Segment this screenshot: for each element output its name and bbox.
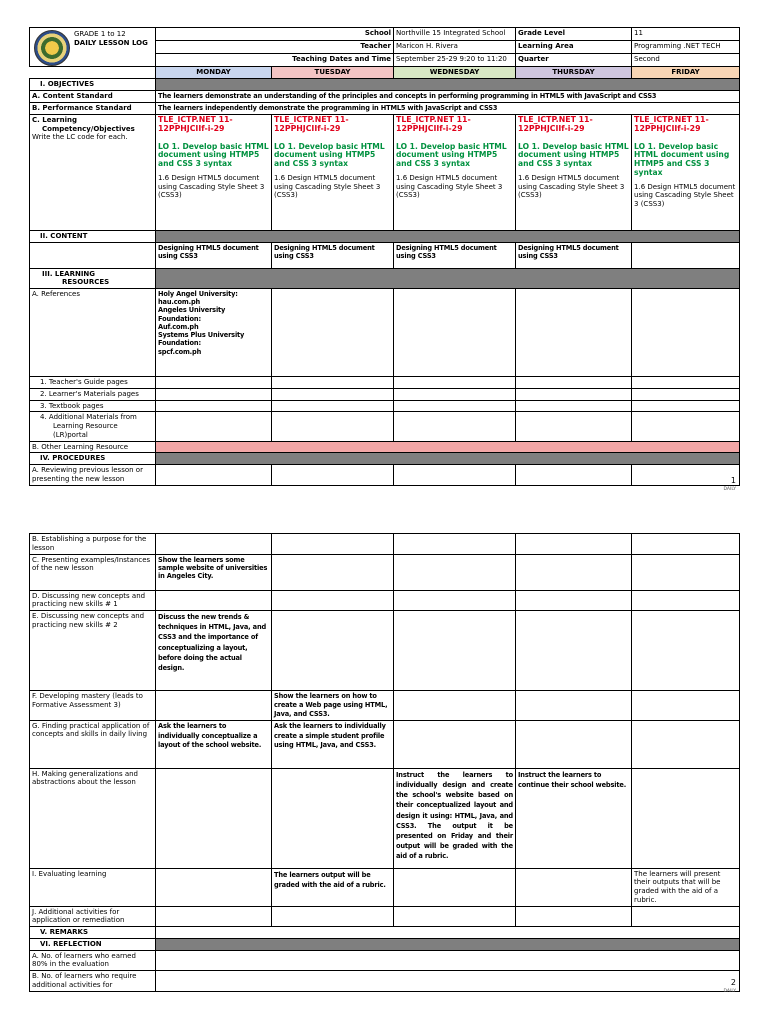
resources-title-2: RESOURCES: [62, 278, 110, 287]
content-title: II. CONTENT: [30, 230, 156, 242]
procedure-c-monday: Show the learners some sample website of universities in Angeles City.: [156, 554, 272, 590]
teacher-value: Maricon H. Rivera: [394, 41, 516, 54]
grade-range: GRADE 1 to 12: [74, 30, 126, 38]
remarks-cell: [156, 927, 740, 939]
header-logo-cell: [30, 28, 156, 67]
procedure-h-wednesday: Instruct the learners to individually design and create the school's website based on their conceptualized layout and design it using: HTML, Java, and CSS3. The output it be presented on Friday and their output will be graded with the aid of a rubric.: [394, 768, 516, 868]
reflection-b-label: B. No. of learners who require additional activities for: [30, 971, 156, 992]
log-title: DAILY LESSON LOG: [74, 38, 148, 47]
procedure-b-label: B. Establishing a purpose for the lesson: [30, 534, 156, 555]
objectives-title: I. OBJECTIVES: [30, 78, 156, 90]
dates-value: September 25-29 9:20 to 11:20: [394, 54, 516, 67]
design-text: 1.6 Design HTML5 document using Cascading Style Sheet 3 (CSS3): [634, 182, 736, 209]
page-number-2: 2 DAILY: [723, 978, 736, 994]
procedure-i-label: I. Evaluating learning: [30, 868, 156, 906]
procedure-g-tuesday: Ask the learners to individually create a simple student profile using HTML, Java, and CSS3.: [272, 720, 394, 768]
additional-materials-cell: 4. Additional Materials from Learning Resource (LR)portal: [30, 412, 156, 441]
objectives-bar: [156, 78, 740, 90]
content-topic-wednesday: Designing HTML5 document using CSS3: [394, 242, 516, 268]
competency-monday: [156, 114, 272, 230]
learning-area-label: Learning Area: [516, 41, 632, 54]
teachers-guide-label: 1. Teacher's Guide pages: [30, 377, 156, 389]
resources-title-1: III. LEARNING: [42, 269, 96, 278]
competency-tuesday: [272, 114, 394, 230]
lo-text: LO 1. Develop basic HTML document using HTMP5 and CSS 3 syntax: [158, 141, 269, 169]
lc-code: TLE_ICTP.NET 11-12PPHJCIIf-i-29: [518, 114, 593, 133]
design-text: 1.6 Design HTML5 document using Cascading Style Sheet 3 (CSS3): [396, 173, 503, 200]
performance-standard-label: B. Performance Standard: [30, 102, 156, 114]
procedure-d-label: D. Discussing new concepts and practicing new skills # 1: [30, 590, 156, 611]
school-label: School: [156, 28, 394, 41]
procedure-a-label: A. Reviewing previous lesson or presenting the new lesson: [30, 465, 156, 486]
dll-table-page-2: [29, 533, 740, 992]
lc-code: TLE_ICTP.NET 11-12PPHJCIIf-i-29: [158, 114, 233, 133]
day-header-tuesday: TUESDAY: [272, 67, 394, 79]
school-value: Northville 15 Integrated School: [394, 28, 516, 41]
procedure-h-label: H. Making generalizations and abstractions about the lesson: [30, 768, 156, 868]
content-topic-thursday: Designing HTML5 document using CSS3: [516, 242, 632, 268]
dates-label: Teaching Dates and Time: [156, 54, 394, 67]
procedure-i-tuesday: The learners output will be graded with the aid of a rubric.: [272, 868, 394, 906]
content-standard-label: A. Content Standard: [30, 90, 156, 102]
procedure-f-label: F. Developing mastery (leads to Formative Assessment 3): [30, 691, 156, 721]
reflection-bar: [156, 938, 740, 950]
lo-text: LO 1. Develop basic HTML document using HTMP5 and CSS 3 syntax: [396, 141, 507, 169]
procedure-i-friday: The learners will present their outputs that will be graded with the aid of a rubric.: [632, 868, 740, 906]
other-resource-label: B. Other Learning Resource: [30, 441, 156, 453]
lo-text: LO 1. Develop basic HTML document using HTMP5 and CSS 3 syntax: [518, 141, 629, 169]
competency-label-2: Competency/Objectives: [42, 124, 135, 133]
dll-page-2: [29, 533, 739, 992]
performance-standard-value: The learners independently demonstrate the programming in HTML5 with JavaScript and CSS3: [156, 102, 740, 114]
textbook-label: 3. Textbook pages: [30, 400, 156, 412]
competency-thursday: [516, 114, 632, 230]
procedures-bar: [156, 453, 740, 465]
procedure-h-thursday: Instruct the learners to continue their school website.: [516, 768, 632, 868]
procedure-g-monday: Ask the learners to individually conceptualize a layout of the school website.: [156, 720, 272, 768]
day-header-wednesday: WEDNESDAY: [394, 67, 516, 79]
quarter-label: Quarter: [516, 54, 632, 67]
grade-level-value: 11: [632, 28, 740, 41]
procedure-e-monday: Discuss the new trends & techniques in HTML, Java, and CSS3 and the importance of conceptualizing a layout, before doing the actual design.: [156, 611, 272, 691]
procedures-title: IV. PROCEDURES: [30, 453, 156, 465]
page-number-1: 1 DAILY: [723, 476, 736, 492]
content-topic-monday: Designing HTML5 document using CSS3: [156, 242, 272, 268]
procedure-j-label: J. Additional activities for application or remediation: [30, 906, 156, 927]
quarter-value: Second: [632, 54, 740, 67]
procedure-f-tuesday: Show the learners on how to create a Web page using HTML, Java, and CSS3.: [272, 691, 394, 721]
content-standard-value: The learners demonstrate an understanding of the principles and concepts in performing programming in HTML5 with JavaScript and CSS3: [156, 90, 740, 102]
resources-bar: [156, 268, 740, 289]
design-text: 1.6 Design HTML5 document using Cascading Style Sheet 3 (CSS3): [518, 173, 625, 200]
reflection-a-label: A. No. of learners who earned 80% in the evaluation: [30, 950, 156, 971]
competency-label-1: C. Learning: [32, 115, 77, 124]
deped-seal-icon: [34, 30, 70, 66]
reflection-title: VI. REFLECTION: [30, 938, 156, 950]
content-topic-tuesday: Designing HTML5 document using CSS3: [272, 242, 394, 268]
dll-page-1: [29, 27, 739, 492]
resources-title-cell: [30, 268, 156, 289]
design-text: 1.6 Design HTML5 document using Cascading Style Sheet 3 (CSS3): [274, 173, 381, 200]
day-header-friday: FRIDAY: [632, 67, 740, 79]
lo-text: LO 1. Develop basic HTML document using HTMP5 and CSS 3 syntax: [274, 141, 385, 169]
grade-level-label: Grade Level: [516, 28, 632, 41]
lc-code: TLE_ICTP.NET 11-12PPHJCIIf-i-29: [274, 114, 349, 133]
design-text: 1.6 Design HTML5 document using Cascading Style Sheet 3 (CSS3): [158, 173, 265, 200]
teacher-label: Teacher: [156, 41, 394, 54]
competency-label-cell: [30, 114, 156, 230]
content-bar: [156, 230, 740, 242]
other-resource-bar: [156, 441, 740, 453]
competency-wednesday: [394, 114, 516, 230]
lo-text: LO 1. Develop basic HTML document using HTMP5 and CSS 3 syntax: [634, 141, 730, 177]
procedure-g-label: G. Finding practical application of concepts and skills in daily living: [30, 720, 156, 768]
competency-friday: [632, 114, 740, 230]
dll-table-page-1: [29, 27, 740, 486]
references-list: Holy Angel University: hau.com.ph Angeles University Foundation: Auf.com.ph Systems Plus University Foundation: spcf.com.ph: [156, 289, 272, 377]
lc-code: TLE_ICTP.NET 11-12PPHJCIIf-i-29: [634, 114, 709, 133]
learners-materials-label: 2. Learner's Materials pages: [30, 388, 156, 400]
lc-code: TLE_ICTP.NET 11-12PPHJCIIf-i-29: [396, 114, 471, 133]
competency-note: Write the LC code for each.: [32, 133, 128, 142]
references-label: A. References: [30, 289, 156, 377]
procedure-c-label: C. Presenting examples/Instances of the new lesson: [30, 554, 156, 590]
procedure-e-label: E. Discussing new concepts and practicing new skills # 2: [30, 611, 156, 691]
remarks-title: V. REMARKS: [30, 927, 156, 939]
day-header-thursday: THURSDAY: [516, 67, 632, 79]
learning-area-value: Programming .NET TECH: [632, 41, 740, 54]
day-header-monday: MONDAY: [156, 67, 272, 79]
